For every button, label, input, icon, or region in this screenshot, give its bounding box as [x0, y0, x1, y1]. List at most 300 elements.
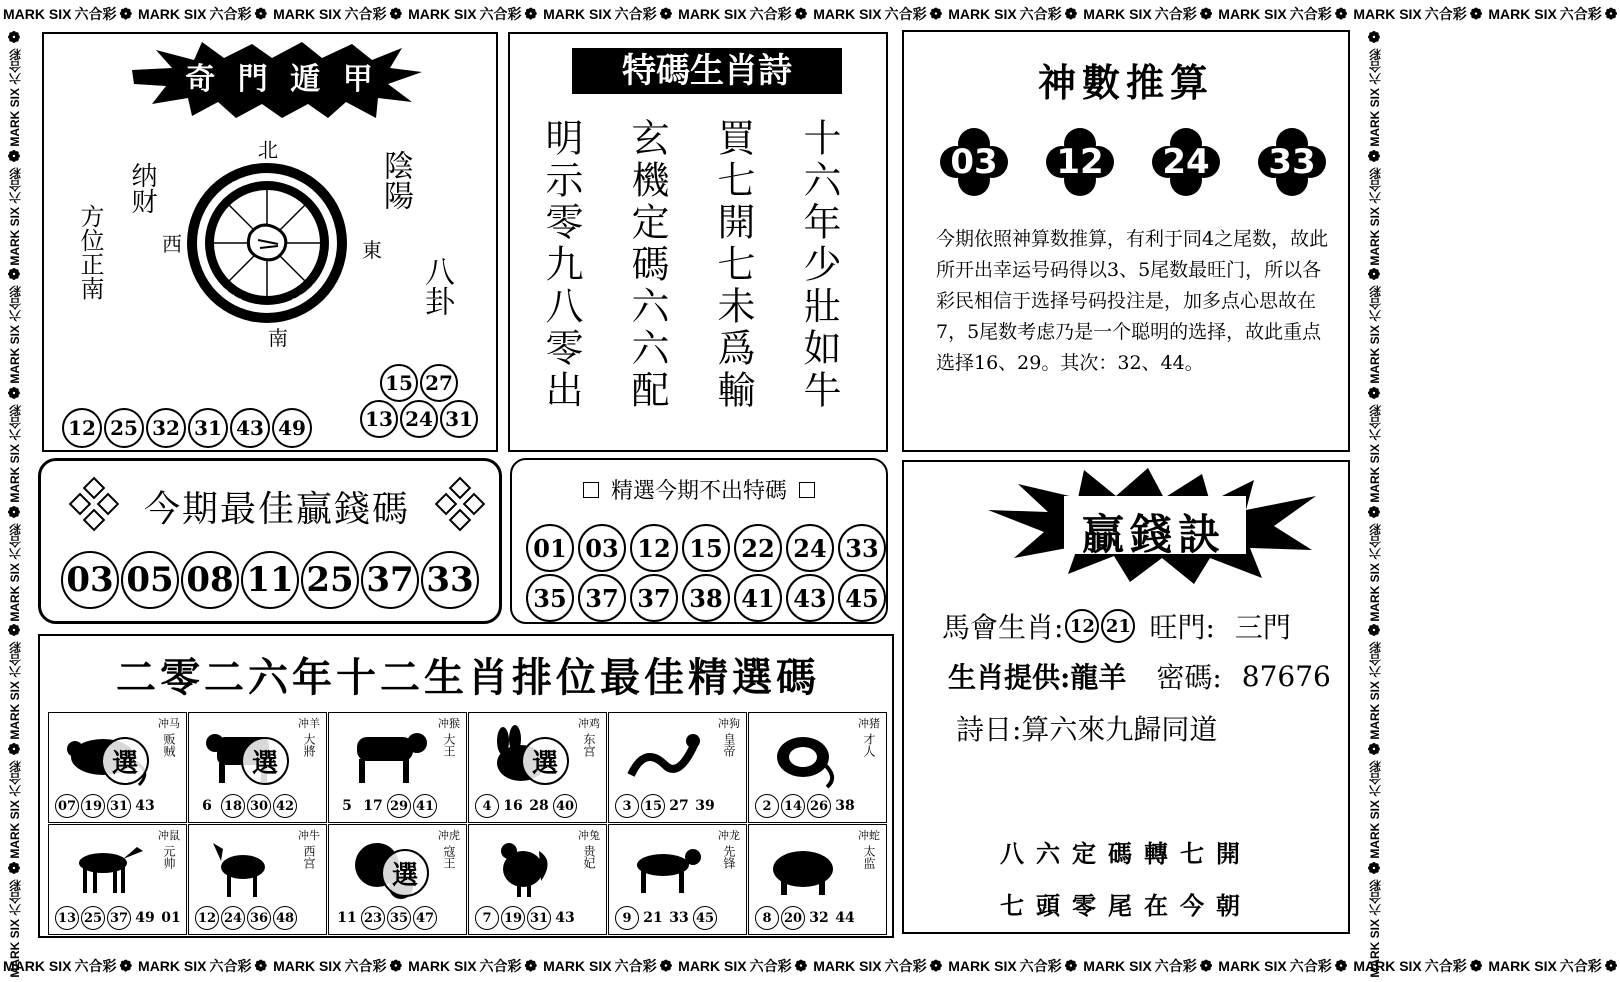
diamond-icon: [431, 475, 491, 535]
number-ball: 11: [241, 551, 299, 609]
zodiac-cell: [328, 712, 467, 823]
wheel-number: 49: [263, 173, 271, 181]
shenshu-title: 神數推算: [1037, 60, 1214, 105]
zodiac-note: 皇帝: [722, 733, 736, 757]
win-line-3: 詩日:算六來九歸同道: [956, 713, 1218, 746]
notout-title: [512, 474, 886, 505]
number-ball: 37: [578, 574, 626, 622]
number-ball: 21: [1101, 609, 1135, 643]
border-cn: 六合彩: [1368, 286, 1383, 323]
border-unit: [3, 621, 27, 740]
wheel-number: 21: [291, 298, 300, 306]
flower-icon: ❁: [1064, 6, 1078, 23]
wheel-number: 45: [230, 181, 239, 189]
compass-wheel-ticks: [184, 160, 350, 326]
zodiac-cell: [748, 824, 887, 935]
wheel-number: 46: [238, 178, 247, 186]
flower-icon: ❁: [1604, 6, 1618, 23]
border-brand: MARK SIX: [678, 958, 747, 974]
zodiac-cell: [48, 824, 187, 935]
border-brand: MARK SIX: [813, 958, 882, 974]
zodiac-number: 42: [273, 794, 297, 818]
number-ball: 35: [526, 574, 574, 622]
border-unit: [1363, 147, 1387, 266]
border-cn: 六合彩: [614, 958, 657, 974]
qimen-title-char: 甲: [342, 62, 373, 97]
border-cn: 六合彩: [1154, 958, 1197, 974]
wheel-number: 28: [234, 298, 243, 306]
number-ball: 31: [440, 400, 478, 438]
border-brand: MARK SIX: [948, 958, 1017, 974]
zodiac-note: 贩贼: [162, 733, 176, 757]
border-brand: MARK SIX: [1488, 958, 1557, 974]
wheel-number: 40: [202, 212, 211, 220]
dir-west: 西: [162, 232, 182, 256]
zodiac-tag: 冲马: [158, 717, 180, 730]
flower-icon: ❁: [6, 28, 23, 46]
number-ball: 32: [146, 408, 186, 448]
border-cn: 六合彩: [1154, 6, 1197, 22]
dir-east: 東: [362, 238, 382, 262]
zodiac-numbers: [335, 794, 437, 818]
number-ball: 08: [181, 551, 239, 609]
border-unit: [1215, 956, 1350, 976]
number-ball: 24: [400, 400, 438, 438]
zodiac-number: 27: [669, 798, 689, 814]
border-unit: [270, 956, 405, 976]
win-line1-mid: 旺門:: [1149, 611, 1215, 644]
border-brand: MARK SIX: [8, 444, 22, 503]
zodiac-number: 26: [807, 794, 831, 818]
zodiac-cell: [608, 712, 747, 823]
wheel-number: 15: [325, 262, 333, 270]
flower-icon: ❁: [1199, 958, 1213, 975]
zodiac-number: 5: [342, 798, 352, 814]
zodiac-tag: 冲羊: [298, 717, 320, 730]
border-cn: 六合彩: [1368, 642, 1383, 679]
best-title: 今期最佳贏錢碼: [143, 489, 410, 530]
zodiac-tag: 冲兔: [578, 829, 600, 842]
wheel-number: 9: [325, 212, 330, 220]
zodiac-number: 35: [387, 906, 411, 930]
flower-icon: ❁: [389, 6, 403, 23]
number-ball: 41: [734, 574, 782, 622]
flower-icon: ❁: [389, 958, 403, 975]
flower-icon: ❁: [1366, 265, 1383, 284]
win-poem-1: 八六定碼轉七開: [1000, 839, 1252, 868]
wheel-number: 33: [204, 270, 213, 278]
zodiac-number: 44: [835, 910, 855, 926]
poem-line: 明示零九八零出: [539, 118, 583, 412]
border-brand: MARK SIX: [8, 325, 22, 385]
border-cn: 六合彩: [884, 6, 927, 22]
poem-line: 玄機定碼六六配: [625, 118, 669, 412]
border-brand: MARK SIX: [138, 958, 207, 974]
qimen-title-char: 遁: [290, 62, 321, 97]
border-unit: [0, 4, 135, 24]
zodiac-numbers: [55, 906, 183, 930]
win-line-1: [942, 606, 1291, 646]
zodiac-numbers: [195, 906, 297, 930]
wheel-number: 17: [317, 277, 325, 285]
flower-icon: ❁: [1469, 6, 1483, 23]
border-top: [0, 0, 1618, 28]
number-ball: 33: [421, 551, 479, 609]
wheel-number: 1: [273, 174, 278, 182]
border-cn: 六合彩: [344, 6, 387, 22]
border-brand: MARK SIX: [1368, 444, 1382, 503]
flower-ball-number: 33: [1268, 142, 1316, 182]
border-cn: 六合彩: [8, 405, 23, 442]
border-cn: 六合彩: [1368, 405, 1383, 442]
win-line-2: [948, 656, 1331, 696]
zodiac-number: 40: [553, 794, 577, 818]
zodiac-number: 48: [273, 906, 297, 930]
flower-icon: ❁: [6, 265, 23, 284]
border-brand: MARK SIX: [1083, 958, 1152, 974]
border-left: [2, 28, 28, 978]
zodiac-tag: 冲鼠: [158, 829, 180, 842]
zodiac-note: 才人: [862, 733, 876, 757]
flower-icon: ❁: [1366, 384, 1383, 403]
flower-icon: ❁: [1366, 621, 1383, 640]
tiger-icon: [343, 727, 427, 793]
border-brand: MARK SIX: [1368, 800, 1382, 859]
win-title: 贏錢訣: [1081, 510, 1226, 559]
wheel-number: 13: [328, 245, 337, 253]
wheel-number: 31: [214, 283, 222, 291]
border-right: [1362, 28, 1388, 978]
zodiac-note: 贵妃: [582, 845, 596, 869]
flower-icon: ❁: [1366, 858, 1383, 877]
zodiac-note: 大將: [302, 733, 316, 757]
zodiac-number: 23: [361, 906, 385, 930]
border-brand: MARK SIX: [1218, 6, 1287, 22]
border-unit: [1080, 956, 1215, 976]
border-unit: [3, 859, 27, 978]
border-bottom: [0, 952, 1618, 980]
flower-icon: ❁: [524, 958, 538, 975]
number-ball: 22: [734, 524, 782, 572]
wheel-number: 5: [304, 186, 309, 194]
zodiac-number: 19: [501, 906, 525, 930]
border-cn: 六合彩: [1424, 6, 1467, 22]
flower-icon: ❁: [1366, 146, 1383, 165]
border-cn: 六合彩: [1368, 523, 1383, 560]
wheel-number: 19: [305, 289, 314, 297]
border-brand: MARK SIX: [408, 958, 477, 974]
border-brand: MARK SIX: [8, 206, 22, 266]
flower-icon: ❁: [1334, 958, 1348, 975]
border-cn: 六合彩: [1368, 49, 1383, 85]
notout-row-1: [526, 524, 886, 572]
zodiac-numbers: [55, 794, 157, 818]
qimen-number-row-right-top: [380, 364, 458, 402]
zodiac-cell: [328, 824, 467, 935]
qimen-title: [174, 54, 384, 98]
snake-icon: [763, 727, 847, 793]
border-cn: 六合彩: [1368, 167, 1383, 204]
border-cn: 六合彩: [209, 958, 252, 974]
border-brand: MARK SIX: [1083, 6, 1152, 22]
zodiac-cell: [608, 824, 747, 935]
border-unit: [1363, 503, 1387, 622]
border-brand: MARK SIX: [1368, 681, 1382, 741]
flower-icon: ❁: [254, 958, 268, 975]
wheel-number: 29: [227, 294, 235, 302]
zodiac-numbers: [615, 794, 717, 818]
border-cn: 六合彩: [1368, 879, 1383, 916]
border-cn: 六合彩: [1019, 6, 1062, 22]
zodiac-number: 49: [135, 910, 155, 926]
qimen-title-char: 門: [237, 62, 268, 97]
flower-ball-number: 12: [1056, 142, 1104, 182]
flower-icon: ❁: [929, 958, 943, 975]
number-ball: 24: [786, 524, 834, 572]
zodiac-cell: [188, 824, 327, 935]
zodiac-number: 47: [413, 906, 437, 930]
border-unit: [135, 956, 270, 976]
zodiac-number: 15: [641, 794, 665, 818]
flower-ball-number: 24: [1162, 142, 1210, 182]
qimen-number-row-right-bottom: [360, 400, 478, 438]
zodiac-numbers: [475, 794, 577, 818]
wheel-number: 22: [283, 302, 292, 310]
flower-icon: ❁: [1334, 6, 1348, 23]
goat-icon: [203, 839, 287, 905]
border-brand: MARK SIX: [1368, 206, 1382, 266]
zodiac-note: 东宫: [582, 733, 596, 757]
wheel-number: 3: [289, 178, 294, 186]
number-ball: 12: [1065, 609, 1099, 643]
zodiac-number: 41: [413, 794, 437, 818]
wheel-number: 11: [328, 228, 336, 236]
selected-stamp: 選: [521, 737, 569, 785]
wheel-number: 20: [299, 294, 307, 302]
win-line2-label: 生肖提供:龍羊: [948, 661, 1127, 694]
zodiac-cell: [468, 824, 607, 935]
zodiac-number: 14: [781, 794, 805, 818]
border-cn: 六合彩: [884, 958, 927, 974]
border-unit: [1363, 621, 1387, 740]
zodiac-number: 24: [221, 906, 245, 930]
border-brand: MARK SIX: [408, 6, 477, 22]
flower-icon: ❁: [6, 502, 23, 521]
number-ball: 13: [360, 400, 398, 438]
flower-icon: ❁: [254, 6, 268, 23]
wheel-number: 35: [198, 254, 207, 262]
border-brand: MARK SIX: [8, 800, 22, 859]
zodiac-numbers: [615, 906, 717, 930]
border-unit: [540, 956, 675, 976]
zodiac-numbers: [755, 794, 857, 818]
zodiac-note: 大王: [442, 733, 456, 757]
number-ball: 38: [682, 574, 730, 622]
border-brand: MARK SIX: [8, 681, 22, 741]
zodiac-numbers: [335, 906, 437, 930]
win-balls: [1065, 609, 1135, 643]
flower-ball: [1152, 128, 1220, 196]
zodiac-number: 32: [809, 910, 829, 926]
notout-title-text: 精選今期不出特碼: [610, 479, 787, 504]
border-cn: 六合彩: [8, 167, 23, 204]
border-unit: [810, 956, 945, 976]
flower-icon: ❁: [6, 384, 23, 403]
number-ball: 49: [272, 408, 312, 448]
border-cn: 六合彩: [74, 958, 117, 974]
wheel-number: 30: [220, 289, 229, 297]
dog-icon: [623, 839, 707, 905]
border-brand: MARK SIX: [1353, 6, 1422, 22]
border-cn: 六合彩: [74, 6, 117, 22]
wheel-number: 27: [242, 302, 251, 310]
border-unit: [405, 4, 540, 24]
zodiac-number: 20: [781, 906, 805, 930]
wheel-number: 2: [281, 175, 286, 183]
zodiac-number: 8: [755, 906, 779, 930]
flower-icon: ❁: [119, 958, 133, 975]
border-cn: 六合彩: [209, 6, 252, 22]
zodiac-tag: 冲牛: [298, 829, 320, 842]
number-ball: 25: [301, 551, 359, 609]
border-brand: MARK SIX: [1488, 6, 1557, 22]
diamond-icon: [65, 475, 125, 535]
border-cn: 六合彩: [1559, 6, 1602, 22]
zodiac-number: 01: [161, 910, 181, 926]
dir-south: 南: [268, 326, 288, 350]
wheel-number: 43: [217, 192, 225, 200]
flower-icon: ❁: [6, 621, 23, 640]
wheel-number: 48: [254, 174, 263, 182]
number-ball: 43: [786, 574, 834, 622]
border-cn: 六合彩: [1424, 958, 1467, 974]
border-unit: [945, 956, 1080, 976]
border-brand: MARK SIX: [8, 918, 22, 978]
number-ball: 15: [380, 364, 418, 402]
zodiac-number: 17: [363, 798, 383, 814]
zodiac-number: 2: [755, 794, 779, 818]
zodiac-tag: 冲猴: [438, 717, 460, 730]
horse-icon: [63, 839, 147, 905]
zodiac-number: 37: [107, 906, 131, 930]
zodiac-tag: 冲龙: [718, 829, 740, 842]
border-brand: MARK SIX: [948, 6, 1017, 22]
wheel-number: 8: [321, 205, 326, 213]
poem-column-3: [624, 118, 670, 412]
zodiac-cell: [468, 712, 607, 823]
border-unit: [1485, 4, 1620, 24]
qimen-right-col2: 八卦: [419, 256, 454, 316]
number-ball: 03: [578, 524, 626, 572]
zodiac-number: 29: [387, 794, 411, 818]
wheel-number: 6: [310, 192, 315, 200]
border-brand: MARK SIX: [1368, 88, 1382, 147]
selected-stamp: 選: [381, 849, 429, 897]
flower-ball: [1258, 128, 1326, 196]
win-line1-label: 馬會生肖:: [942, 611, 1064, 644]
zodiac-number: 13: [55, 906, 79, 930]
border-unit: [1363, 859, 1387, 978]
flower-ball: [1046, 128, 1114, 196]
win-line2-end: 87676: [1241, 659, 1331, 693]
zodiac-tag: 冲蛇: [858, 829, 880, 842]
border-brand: MARK SIX: [543, 958, 612, 974]
zodiac-tag: 冲鸡: [578, 717, 600, 730]
zodiac-numbers: [195, 794, 297, 818]
zodiac-number: 3: [615, 794, 639, 818]
number-ball: 37: [361, 551, 419, 609]
wheel-number: 41: [206, 205, 215, 213]
border-cn: 六合彩: [1289, 958, 1332, 974]
shenshu-text: 今期依照神算数推算，有利于同4之尾数，故此所开出幸运号码得以3、5尾数最旺门，所以各彩民相信于选择号码投注是，加多点心思故在7，5尾数考虑乃是一个聪明的选择，故此重点选择16、29。其次：32、44。: [936, 228, 1329, 374]
qimen-left-col2: 方位正南: [76, 204, 104, 300]
checkbox-icon: [799, 482, 815, 498]
zodiac-number: 31: [107, 794, 131, 818]
wheel-number: 4: [297, 181, 302, 189]
flower-ball-number: 03: [950, 142, 998, 182]
border-unit: [1215, 4, 1350, 24]
flower-icon: ❁: [1469, 958, 1483, 975]
wheel-number: 38: [198, 228, 206, 236]
border-cn: 六合彩: [749, 958, 792, 974]
wheel-number: 12: [329, 237, 337, 245]
border-cn: 六合彩: [8, 523, 23, 560]
qimen-panel: [42, 32, 498, 452]
wheel-number: 14: [327, 254, 336, 262]
zodiac-note: 元帅: [162, 845, 176, 869]
wheel-number: 47: [246, 175, 255, 183]
zodiac-note: 西宫: [302, 845, 316, 869]
flower-icon: ❁: [1366, 502, 1383, 521]
number-ball: 27: [420, 364, 458, 402]
zodiac-number: 31: [527, 906, 551, 930]
wheel-number: 25: [258, 305, 267, 313]
zodiac-number: 43: [135, 798, 155, 814]
number-ball: 25: [104, 408, 144, 448]
flower-icon: ❁: [1366, 740, 1383, 759]
border-unit: [540, 4, 675, 24]
wheel-number: 24: [267, 305, 276, 313]
border-cn: 六合彩: [1559, 958, 1602, 974]
win-panel: [902, 460, 1350, 934]
zodiac-cell: [188, 712, 327, 823]
wheel-number: 10: [326, 220, 335, 228]
zodiac-number: 30: [247, 794, 271, 818]
zodiac-tag: 冲猪: [858, 717, 880, 730]
zodiac-numbers: [755, 906, 857, 930]
zodiac-number: 18: [221, 794, 245, 818]
qimen-right-col1: 陰陽: [378, 150, 413, 210]
poem-column-2: [710, 118, 756, 412]
border-unit: [1080, 4, 1215, 24]
wheel-number: 34: [201, 262, 209, 270]
zodiac-tag: 冲狗: [718, 717, 740, 730]
border-cn: 六合彩: [479, 6, 522, 22]
border-cn: 六合彩: [749, 6, 792, 22]
wheel-number: 18: [312, 283, 320, 291]
flower-icon: ❁: [6, 740, 23, 759]
selected-stamp: 選: [101, 737, 149, 785]
border-brand: MARK SIX: [1368, 918, 1382, 978]
zodiac-note: 寇王: [442, 845, 456, 869]
border-brand: MARK SIX: [273, 6, 342, 22]
zodiac-number: 38: [835, 798, 855, 814]
zodiac-number: 4: [475, 794, 499, 818]
border-brand: MARK SIX: [678, 6, 747, 22]
best-balls: [61, 551, 479, 609]
win-line2-mid: 密碼:: [1156, 661, 1222, 694]
border-brand: MARK SIX: [813, 6, 882, 22]
